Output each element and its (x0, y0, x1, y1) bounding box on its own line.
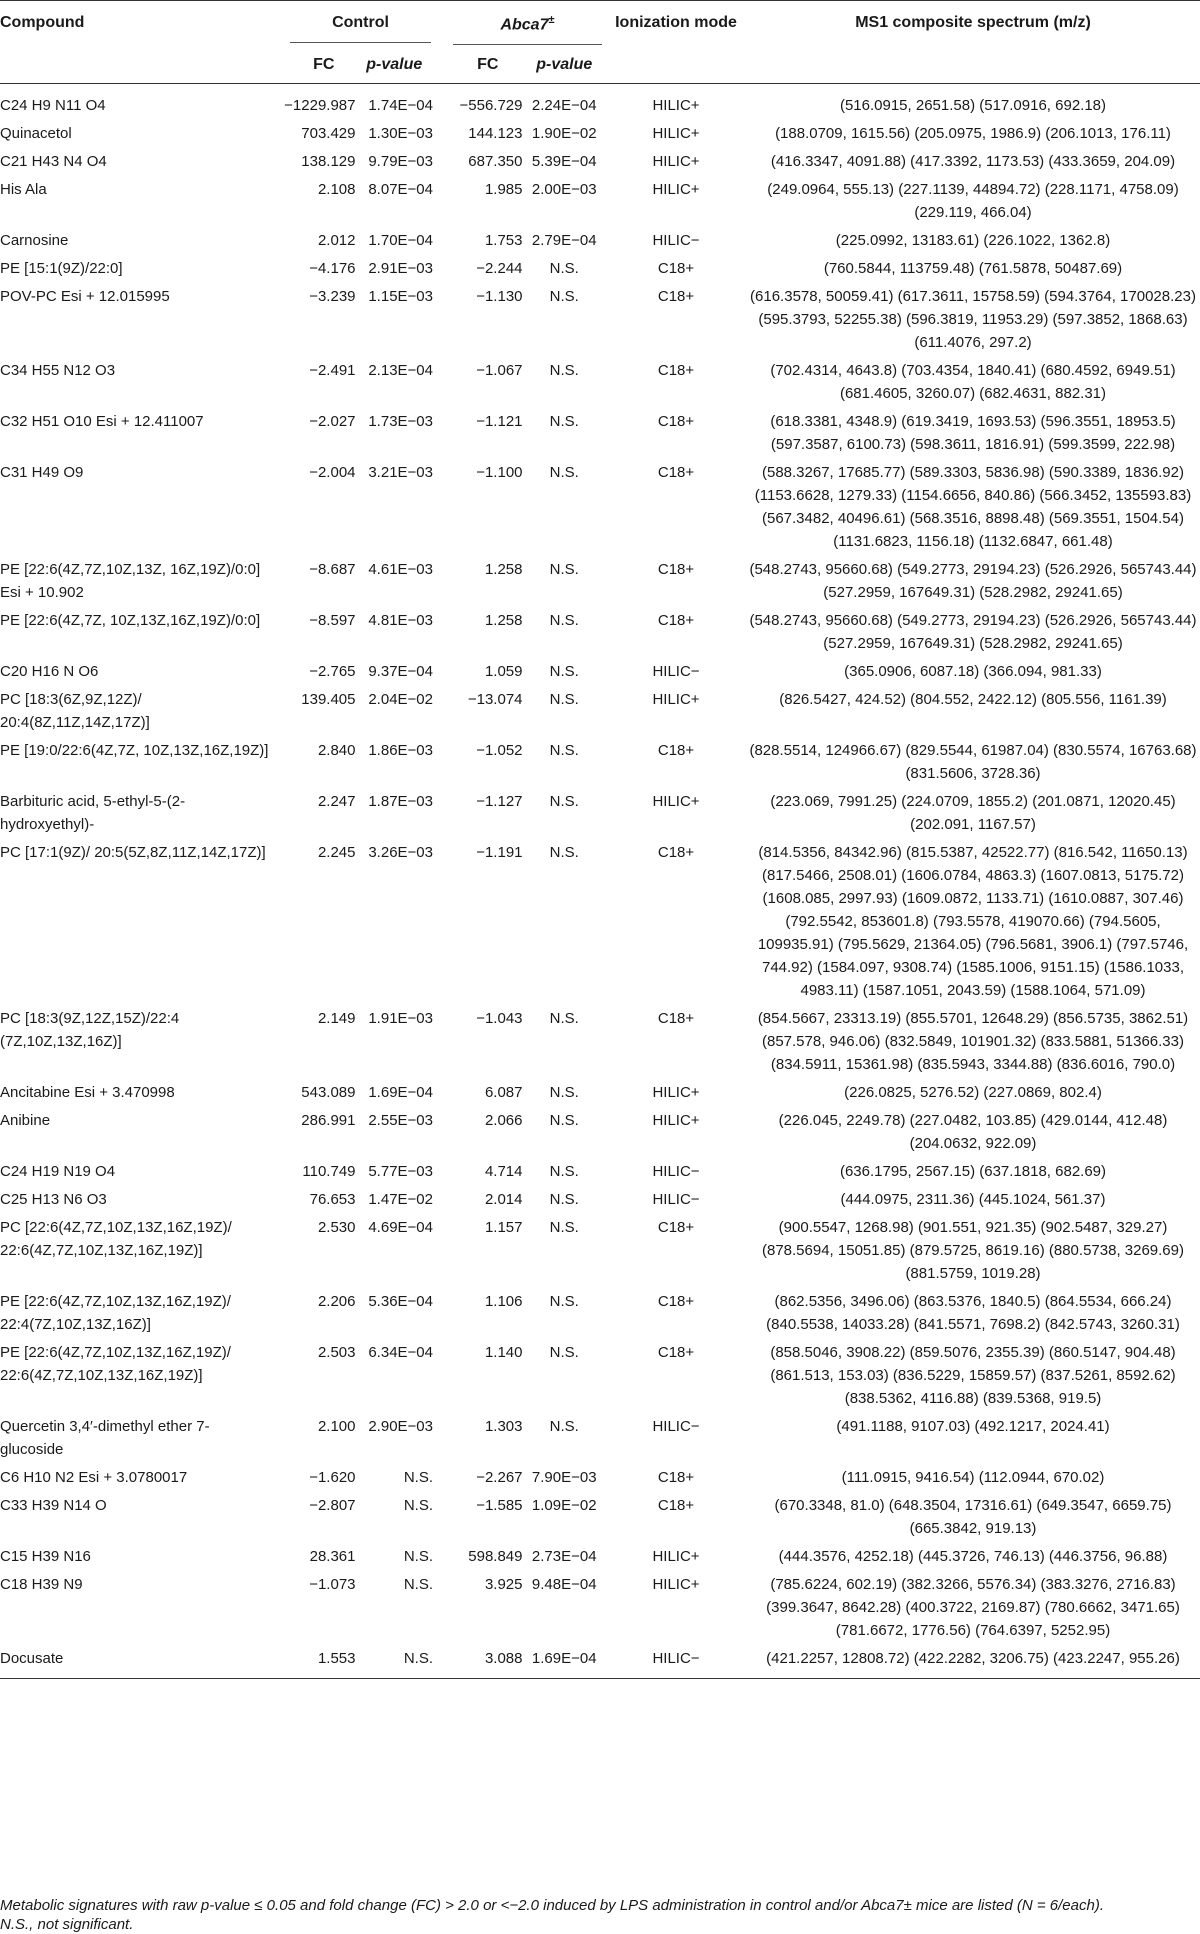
cell-control-fc: −8.597 (309, 612, 356, 630)
cell-abca7-pvalue: 1.69E−04 (531, 1650, 597, 1668)
cell-ionization: C18+ (657, 1497, 695, 1515)
cell-compound: Barbituric acid, 5-ethyl-5-(2-hydroxyethyl)- (0, 793, 186, 834)
cell-abca7-pvalue: N.S. (549, 1084, 579, 1102)
cell-abca7-pvalue: N.S. (549, 1293, 579, 1311)
cell-ms1: (548.2743, 95660.68) (549.2773, 29194.23) (526.2926, 565743.44) (527.2959, 167649.31) (528.2982, 29241.65) (749, 612, 1197, 653)
table-row (0, 1213, 1200, 1287)
cell-abca7-fc: −1.585 (476, 1497, 523, 1515)
cell-ms1: (226.0825, 5276.52) (227.0869, 802.4) (844, 1084, 1102, 1102)
cell-abca7-pvalue: 5.39E−04 (531, 153, 597, 171)
cell-ionization: C18+ (657, 1293, 695, 1311)
cell-control-fc: −2.765 (309, 663, 356, 681)
cell-abca7-fc: 1.140 (484, 1344, 523, 1362)
cell-ionization: HILIC− (652, 1191, 700, 1209)
cell-compound: PC [18:3(6Z,9Z,12Z)/ 20:4(8Z,11Z,14Z,17Z)] (0, 691, 150, 732)
cell-ms1: (223.069, 7991.25) (224.0709, 1855.2) (201.0871, 12020.45) (202.091, 1167.57) (770, 793, 1176, 834)
cell-control-fc: 286.991 (301, 1112, 356, 1130)
cell-abca7-fc: 4.714 (484, 1163, 523, 1181)
cell-compound: Quercetin 3,4′-dimethyl ether 7-glucoside (0, 1418, 210, 1459)
cell-control-pvalue: 1.69E−04 (368, 1084, 433, 1102)
cell-abca7-fc: −2.267 (476, 1469, 523, 1487)
cell-compound: POV-PC Esi + 12.015995 (0, 288, 170, 306)
cell-abca7-fc: −1.121 (476, 413, 523, 431)
cell-control-pvalue: 3.21E−03 (368, 464, 433, 482)
cell-control-fc: 139.405 (301, 691, 356, 709)
cell-abca7-fc: 1.753 (484, 232, 523, 250)
cell-ms1: (111.0915, 9416.54) (112.0944, 670.02) (841, 1469, 1105, 1487)
cell-control-fc: 2.840 (317, 742, 356, 760)
cell-ms1: (225.0992, 13183.61) (226.1022, 1362.8) (835, 232, 1111, 250)
table-row (0, 458, 1200, 555)
cell-control-pvalue: 1.86E−03 (368, 742, 433, 760)
table-row (0, 555, 1200, 606)
cell-control-pvalue: 5.77E−03 (368, 1163, 433, 1181)
cell-control-fc: −8.687 (309, 561, 356, 579)
cell-ms1: (670.3348, 81.0) (648.3504, 17316.61) (649.3547, 6659.75) (665.3842, 919.13) (774, 1497, 1172, 1538)
cell-abca7-fc: 1.059 (484, 663, 523, 681)
cell-abca7-pvalue: 9.48E−04 (531, 1576, 597, 1594)
cell-abca7-pvalue: 2.24E−04 (531, 97, 597, 115)
table-row (0, 1185, 1200, 1213)
cell-abca7-pvalue: 2.79E−04 (531, 232, 597, 250)
cell-control-pvalue: 1.47E−02 (368, 1191, 433, 1209)
cell-ms1: (421.2257, 12808.72) (422.2282, 3206.75) (423.2247, 955.26) (766, 1650, 1180, 1668)
table-row (0, 1412, 1200, 1463)
cell-ionization: HILIC+ (652, 153, 700, 171)
cell-compound: PE [22:6(4Z,7Z,10Z,13Z,16Z,19Z)/ 22:4(7Z,10Z,13Z,16Z)] (0, 1293, 231, 1334)
cell-control-pvalue: N.S. (403, 1650, 433, 1668)
table-row (0, 147, 1200, 175)
cell-compound: PE [15:1(9Z)/22:0] (0, 260, 123, 278)
cell-control-pvalue: 2.13E−04 (368, 362, 433, 380)
cell-control-pvalue: 9.37E−04 (368, 663, 433, 681)
cell-abca7-fc: 3.088 (484, 1650, 523, 1668)
cell-compound: C24 H19 N19 O4 (0, 1163, 116, 1181)
cell-ms1: (226.045, 2249.78) (227.0482, 103.85) (429.0144, 412.48) (204.0632, 922.09) (778, 1112, 1168, 1153)
cell-ionization: HILIC− (652, 232, 700, 250)
cell-control-pvalue: 1.30E−03 (368, 125, 433, 143)
table-row (0, 1078, 1200, 1106)
cell-abca7-fc: 3.925 (484, 1576, 523, 1594)
table-row (0, 1542, 1200, 1570)
cell-abca7-pvalue: N.S. (549, 362, 579, 380)
cell-control-pvalue: 1.87E−03 (368, 793, 433, 811)
cell-abca7-fc: 1.258 (484, 612, 523, 630)
cell-ionization: HILIC+ (652, 181, 700, 199)
table-row (0, 1463, 1200, 1491)
cell-compound: Carnosine (0, 232, 69, 250)
cell-abca7-pvalue: 2.00E−03 (531, 181, 597, 199)
cell-ionization: HILIC+ (652, 125, 700, 143)
cell-abca7-pvalue: N.S. (549, 260, 579, 278)
cell-abca7-fc: 6.087 (484, 1084, 523, 1102)
cell-control-fc: −1.073 (309, 1576, 356, 1594)
cell-abca7-pvalue: N.S. (549, 1191, 579, 1209)
cell-control-fc: 703.429 (301, 125, 356, 143)
cell-compound: PE [19:0/22:6(4Z,7Z, 10Z,13Z,16Z,19Z)] (0, 742, 269, 760)
cell-abca7-pvalue: N.S. (549, 561, 579, 579)
cell-ionization: C18+ (657, 1344, 695, 1362)
cell-abca7-fc: 1.258 (484, 561, 523, 579)
cell-control-fc: 2.012 (317, 232, 356, 250)
cell-ms1: (188.0709, 1615.56) (205.0975, 1986.9) (206.1013, 176.11) (775, 125, 1171, 143)
cell-control-fc: −1229.987 (284, 97, 356, 115)
cell-ms1: (785.6224, 602.19) (382.3266, 5576.34) (383.3276, 2716.83) (399.3647, 8642.28) (400.3722, 2169.87) (780.6662, 3471.65) (781.6672, 1776.56) (764.6397, 5252.95) (766, 1576, 1180, 1640)
table-row (0, 254, 1200, 282)
cell-ms1: (862.5356, 3496.06) (863.5376, 1840.5) (864.5534, 666.24) (840.5538, 14033.28) (841.5571, 7698.2) (842.5743, 3260.31) (766, 1293, 1180, 1334)
cell-control-pvalue: 1.70E−04 (368, 232, 433, 250)
cell-ionization: C18+ (657, 1219, 695, 1237)
cell-compound: His Ala (0, 181, 47, 199)
table-row (0, 1338, 1200, 1412)
cell-abca7-pvalue: 1.90E−02 (531, 125, 597, 143)
footnote-line-1: Metabolic signatures with raw p-value ≤ 0.05 and fold change (FC) > 2.0 or <−2.0 induced by LPS administration in control and/or Abca7± mice are listed (N = 6/each). (0, 1897, 1104, 1914)
table-row (0, 787, 1200, 838)
cell-compound: C20 H16 N O6 (0, 663, 99, 681)
header-abca7-fc: FC (477, 55, 499, 73)
cell-abca7-pvalue: 7.90E−03 (531, 1469, 597, 1487)
cell-abca7-pvalue: N.S. (549, 1163, 579, 1181)
cell-control-pvalue: 2.90E−03 (368, 1418, 433, 1436)
cell-ionization: HILIC+ (652, 1112, 700, 1130)
cell-compound: PE [22:6(4Z,7Z,10Z,13Z, 16Z,19Z)/0:0] Esi + 10.902 (0, 561, 261, 602)
cell-control-fc: −2.027 (309, 413, 356, 431)
cell-abca7-fc: −1.067 (476, 362, 523, 380)
cell-control-pvalue: 5.36E−04 (368, 1293, 433, 1311)
cell-control-fc: 110.749 (302, 1163, 356, 1181)
cell-ms1: (826.5427, 424.52) (804.552, 2422.12) (805.556, 1161.39) (779, 691, 1167, 709)
cell-control-fc: −3.239 (309, 288, 356, 306)
cell-ionization: C18+ (657, 612, 695, 630)
header-control-fc: FC (313, 55, 335, 73)
cell-ionization: HILIC+ (652, 1576, 700, 1594)
cell-control-pvalue: N.S. (403, 1497, 433, 1515)
cell-ionization: HILIC+ (652, 1084, 700, 1102)
table-row (0, 1570, 1200, 1644)
cell-ms1: (588.3267, 17685.77) (589.3303, 5836.98) (590.3389, 1836.92) (1153.6628, 1279.33) (1154.6656, 840.86) (566.3452, 135593.83) (567.3482, 40496.61) (568.3516, 8898.48) (569.3551, 1504.54) (1131.6823, 1156.18) (1132.6847, 661.48) (754, 464, 1192, 551)
cell-ionization: HILIC+ (652, 691, 700, 709)
cell-compound: Quinacetol (0, 125, 72, 143)
cell-abca7-fc: 1.157 (484, 1219, 523, 1237)
header-abca7 (439, 1, 606, 46)
cell-ionization: C18+ (657, 1010, 695, 1028)
header-ms1: MS1 composite spectrum (m/z) (855, 14, 1091, 31)
cell-ionization: C18+ (657, 1469, 695, 1487)
header-control-pvalue: p-value (366, 55, 423, 73)
cell-compound: PC [22:6(4Z,7Z,10Z,13Z,16Z,19Z)/ 22:6(4Z,7Z,10Z,13Z,16Z,19Z)] (0, 1219, 232, 1260)
cell-abca7-pvalue: 2.73E−04 (531, 1548, 597, 1566)
cell-ms1: (814.5356, 84342.96) (815.5387, 42522.77) (816.542, 11650.13) (817.5466, 2508.01) (1606.0784, 4863.3) (1607.0813, 5175.72) (1608.085, 2997.93) (1609.0872, 1133.71) (1610.0887, 307.46) (792.5542, 853601.8) (793.5578, 419070.66) (794.5605, 109935.91) (795.5629, 21364.05) (796.5681, 3906.1) (797.5746, 744.92) (1584.097, 9308.74) (1585.1006, 9151.15) (1586.1033, 4983.11) (1587.1051, 2043.59) (1588.1064, 571.09) (757, 844, 1189, 1000)
table-row (0, 407, 1200, 458)
cell-abca7-fc: 1.106 (484, 1293, 523, 1311)
cell-ionization: HILIC− (652, 663, 700, 681)
cell-ms1: (444.0975, 2311.36) (445.1024, 561.37) (840, 1191, 1106, 1209)
cell-control-fc: 2.503 (317, 1344, 356, 1362)
cell-abca7-fc: −1.191 (476, 844, 523, 862)
cell-control-pvalue: 8.07E−04 (368, 181, 433, 199)
cell-abca7-fc: 1.303 (484, 1418, 523, 1436)
cell-compound: PE [22:6(4Z,7Z, 10Z,13Z,16Z,19Z)/0:0] (0, 612, 261, 630)
cell-abca7-pvalue: N.S. (549, 464, 579, 482)
cell-ionization: HILIC+ (652, 97, 700, 115)
cell-abca7-pvalue: N.S. (549, 691, 579, 709)
cell-ms1: (900.5547, 1268.98) (901.551, 921.35) (902.5487, 329.27) (878.5694, 15051.85) (879.5725, 8619.16) (880.5738, 3269.69) (881.5759, 1019.28) (761, 1219, 1184, 1283)
cell-ionization: C18+ (657, 561, 695, 579)
cell-ms1: (491.1188, 9107.03) (492.1217, 2024.41) (836, 1418, 1110, 1436)
cell-ms1: (249.0964, 555.13) (227.1139, 44894.72) (228.1171, 4758.09) (229.119, 466.04) (767, 181, 1179, 222)
cell-compound: PC [17:1(9Z)/ 20:5(5Z,8Z,11Z,14Z,17Z)] (0, 844, 266, 862)
cell-abca7-pvalue: 1.09E−02 (531, 1497, 597, 1515)
cell-ionization: C18+ (657, 742, 695, 760)
cell-control-fc: 2.530 (317, 1219, 356, 1237)
cell-ionization: HILIC− (652, 1418, 700, 1436)
cell-ionization: HILIC− (652, 1650, 700, 1668)
cell-control-fc: 2.245 (317, 844, 356, 862)
footnote-line-2: N.S., not significant. (0, 1916, 134, 1933)
cell-abca7-fc: −1.100 (476, 464, 523, 482)
cell-ionization: C18+ (657, 413, 695, 431)
cell-control-pvalue: 1.15E−03 (368, 288, 433, 306)
table-row (0, 1287, 1200, 1338)
table-body (0, 84, 1200, 1679)
table-row (0, 1106, 1200, 1157)
cell-ms1: (828.5514, 124966.67) (829.5544, 61987.04) (830.5574, 16763.68) (831.5606, 3728.36) (749, 742, 1197, 783)
cell-abca7-pvalue: N.S. (549, 844, 579, 862)
cell-ms1: (760.5844, 113759.48) (761.5878, 50487.69) (823, 260, 1123, 278)
cell-abca7-fc: −13.074 (467, 691, 523, 709)
cell-ms1: (858.5046, 3908.22) (859.5076, 2355.39) (860.5147, 904.48) (861.513, 153.03) (836.5229, 15859.57) (837.5261, 8592.62) (838.5362, 4116.88) (839.5368, 919.5) (770, 1344, 1176, 1408)
cell-control-pvalue: 1.74E−04 (368, 97, 433, 115)
cell-control-fc: 2.247 (317, 793, 356, 811)
cell-abca7-pvalue: N.S. (549, 1010, 579, 1028)
cell-control-fc: 2.206 (317, 1293, 356, 1311)
cell-ms1: (444.3576, 4252.18) (445.3726, 746.13) (446.3756, 96.88) (778, 1548, 1168, 1566)
cell-abca7-fc: −1.130 (476, 288, 523, 306)
cell-control-pvalue: 9.79E−03 (368, 153, 433, 171)
cell-compound: C31 H49 O9 (0, 464, 84, 482)
cell-abca7-pvalue: N.S. (549, 413, 579, 431)
cell-compound: PE [22:6(4Z,7Z,10Z,13Z,16Z,19Z)/ 22:6(4Z,7Z,10Z,13Z,16Z,19Z)] (0, 1344, 231, 1385)
cell-abca7-pvalue: N.S. (549, 1112, 579, 1130)
table-row (0, 657, 1200, 685)
cell-ionization: C18+ (657, 362, 695, 380)
cell-compound: Docusate (0, 1650, 64, 1668)
cell-ms1: (636.1795, 2567.15) (637.1818, 682.69) (839, 1163, 1107, 1181)
cell-control-pvalue: N.S. (403, 1576, 433, 1594)
cell-control-fc: 1.553 (317, 1650, 356, 1668)
cell-control-fc: −2.004 (309, 464, 356, 482)
cell-compound: PC [18:3(9Z,12Z,15Z)/22:4 (7Z,10Z,13Z,16Z)] (0, 1010, 180, 1051)
cell-control-pvalue: N.S. (403, 1469, 433, 1487)
cell-abca7-pvalue: N.S. (549, 1219, 579, 1237)
cell-abca7-fc: −1.052 (476, 742, 523, 760)
cell-control-pvalue: 6.34E−04 (368, 1344, 433, 1362)
cell-control-fc: 76.653 (309, 1191, 356, 1209)
cell-compound: C21 H43 N4 O4 (0, 153, 107, 171)
cell-ms1: (516.0915, 2651.58) (517.0916, 692.18) (839, 97, 1107, 115)
cell-ms1: (854.5667, 23313.19) (855.5701, 12648.29) (856.5735, 3862.51) (857.578, 946.06) (832.5849, 101901.32) (833.5881, 51366.33) (834.5911, 15361.98) (835.5943, 3344.88) (836.6016, 790.0) (757, 1010, 1189, 1074)
cell-ms1: (416.3347, 4091.88) (417.3392, 1173.53) (433.3659, 204.09) (770, 153, 1176, 171)
cell-control-fc: 543.089 (301, 1084, 356, 1102)
cell-control-fc: 2.149 (317, 1010, 356, 1028)
cell-ionization: C18+ (657, 844, 695, 862)
cell-ionization: C18+ (657, 288, 695, 306)
cell-abca7-pvalue: N.S. (549, 793, 579, 811)
cell-abca7-pvalue: N.S. (549, 1418, 579, 1436)
cell-abca7-fc: 2.014 (484, 1191, 523, 1209)
cell-control-pvalue: 2.04E−02 (368, 691, 433, 709)
cell-ms1: (616.3578, 50059.41) (617.3611, 15758.59) (594.3764, 170028.23) (595.3793, 52255.38) (596.3819, 11953.29) (597.3852, 1868.63) (611.4076, 297.2) (750, 288, 1196, 352)
cell-abca7-fc: 598.849 (468, 1548, 523, 1566)
table-row (0, 1157, 1200, 1185)
table-row (0, 1644, 1200, 1679)
cell-ionization: C18+ (657, 260, 695, 278)
cell-control-fc: −2.491 (309, 362, 356, 380)
cell-control-pvalue: 3.26E−03 (368, 844, 433, 862)
cell-ionization: C18+ (657, 464, 695, 482)
cell-control-pvalue: 4.81E−03 (368, 612, 433, 630)
table-row (0, 282, 1200, 356)
table-row (0, 606, 1200, 657)
cell-control-pvalue: 2.91E−03 (368, 260, 433, 278)
cell-control-pvalue: 4.69E−04 (368, 1219, 433, 1237)
cell-abca7-fc: −1.127 (476, 793, 523, 811)
cell-compound: C24 H9 N11 O4 (0, 97, 106, 115)
cell-control-fc: 2.100 (317, 1418, 356, 1436)
cell-control-fc: −4.176 (309, 260, 356, 278)
cell-abca7-fc: −1.043 (476, 1010, 523, 1028)
cell-control-pvalue: N.S. (403, 1548, 433, 1566)
cell-compound: C34 H55 N12 O3 (0, 362, 116, 380)
header-abca7-pvalue: p-value (536, 55, 593, 73)
cell-ms1: (618.3381, 4348.9) (619.3419, 1693.53) (596.3551, 18953.5) (597.3587, 6100.73) (598.3611, 1816.91) (599.3599, 222.98) (770, 413, 1176, 454)
table-row (0, 1491, 1200, 1542)
cell-abca7-pvalue: N.S. (549, 288, 579, 306)
cell-control-fc: 2.108 (317, 181, 356, 199)
table-row (0, 356, 1200, 407)
table-row (0, 84, 1200, 120)
cell-compound: C15 H39 N16 (0, 1548, 91, 1566)
cell-ionization: HILIC− (652, 1163, 700, 1181)
header-ionization: Ionization mode (615, 14, 737, 31)
cell-abca7-pvalue: N.S. (549, 663, 579, 681)
cell-abca7-fc: 144.123 (468, 125, 523, 143)
cell-ms1: (365.0906, 6087.18) (366.094, 981.33) (844, 663, 1102, 681)
header-abca7-label: Abca7 (500, 16, 549, 34)
cell-abca7-fc: 687.350 (468, 153, 523, 171)
cell-abca7-fc: 1.985 (484, 181, 523, 199)
table-row (0, 175, 1200, 226)
header-abca7-sup: ± (548, 14, 555, 26)
cell-compound: C18 H39 N9 (0, 1576, 83, 1594)
cell-compound: C32 H51 O10 Esi + 12.411007 (0, 413, 204, 431)
cell-compound: C33 H39 N14 O (0, 1497, 107, 1515)
cell-control-fc: −1.620 (309, 1469, 356, 1487)
cell-control-fc: 138.129 (301, 153, 356, 171)
cell-ionization: HILIC+ (652, 793, 700, 811)
table-row (0, 685, 1200, 736)
cell-abca7-fc: −556.729 (459, 97, 523, 115)
cell-abca7-fc: −2.244 (476, 260, 523, 278)
cell-compound: Anibine (0, 1112, 51, 1130)
table-footnote (0, 1896, 1200, 1934)
cell-control-fc: 28.361 (309, 1548, 356, 1566)
table-row (0, 119, 1200, 147)
cell-control-pvalue: 1.91E−03 (368, 1010, 433, 1028)
table-row (0, 226, 1200, 254)
cell-control-pvalue: 4.61E−03 (368, 561, 433, 579)
cell-abca7-pvalue: N.S. (549, 1344, 579, 1362)
cell-control-fc: −2.807 (309, 1497, 356, 1515)
header-compound: Compound (0, 14, 85, 31)
cell-ms1: (548.2743, 95660.68) (549.2773, 29194.23) (526.2926, 565743.44) (527.2959, 167649.31) (528.2982, 29241.65) (749, 561, 1197, 602)
cell-ms1: (702.4314, 4643.8) (703.4354, 1840.41) (680.4592, 6949.51) (681.4605, 3260.07) (682.4631, 882.31) (770, 362, 1176, 403)
cell-compound: Ancitabine Esi + 3.470998 (0, 1084, 175, 1102)
cell-abca7-pvalue: N.S. (549, 612, 579, 630)
table-row (0, 838, 1200, 1004)
cell-abca7-fc: 2.066 (484, 1112, 523, 1130)
cell-compound: C25 H13 N6 O3 (0, 1191, 107, 1209)
cell-compound: C6 H10 N2 Esi + 3.0780017 (0, 1469, 188, 1487)
cell-abca7-pvalue: N.S. (549, 742, 579, 760)
table-row (0, 1004, 1200, 1078)
cell-control-pvalue: 1.73E−03 (368, 413, 433, 431)
cell-control-pvalue: 2.55E−03 (368, 1112, 433, 1130)
cell-ionization: HILIC+ (652, 1548, 700, 1566)
table-row (0, 736, 1200, 787)
header-control: Control (272, 1, 439, 46)
